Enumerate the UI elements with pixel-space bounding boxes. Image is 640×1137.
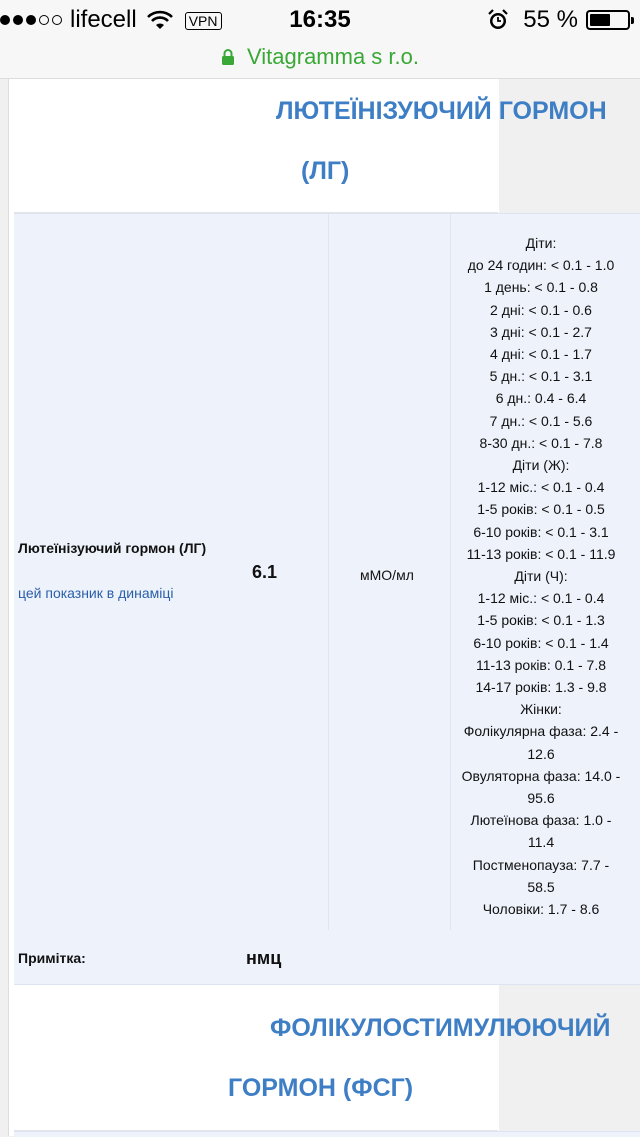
reference-ranges — [456, 232, 626, 920]
reference-line: 14-17 років: 1.3 - 9.8 — [475, 679, 607, 696]
reference-line: 4 дні: < 0.1 - 1.7 — [490, 346, 592, 363]
result-unit: мМО/мл — [360, 567, 414, 583]
reference-line: 2 дні: < 0.1 - 0.6 — [490, 301, 592, 318]
clock: 16:35 — [289, 6, 351, 33]
section-title-line2: ГОРМОН (ФСГ) — [228, 1074, 414, 1102]
reference-line: 7 дн.: < 0.1 - 5.6 — [489, 412, 593, 429]
status-bar — [0, 0, 640, 40]
reference-line: 6-10 років: < 0.1 - 1.4 — [473, 634, 609, 651]
section-title-line1: ФОЛІКУЛОСТИМУЛЮЮЧИЙ — [270, 1014, 611, 1042]
parameter-name: Лютеїнізуючий гормон (ЛГ) — [18, 540, 207, 556]
status-right — [487, 6, 630, 34]
reference-line: 8-30 дн.: < 0.1 - 7.8 — [479, 434, 603, 451]
lock-icon — [221, 48, 235, 66]
reference-line: 11-13 років: 0.1 - 7.8 — [475, 656, 607, 673]
reference-line: Фолікулярна фаза: 2.4 - 12.6 — [463, 723, 619, 762]
reference-line: 6-10 років: < 0.1 - 3.1 — [473, 523, 609, 540]
reference-line: Діти: — [525, 235, 557, 251]
battery-icon — [586, 10, 630, 30]
site-name: Vitagramma s r.o. — [247, 44, 419, 69]
dynamics-link[interactable]: цей показник в динаміці — [18, 585, 174, 601]
note-value: нмц — [246, 948, 282, 968]
alarm-clock-icon — [487, 9, 509, 31]
reference-line: 11-13 років: < 0.1 - 11.9 — [466, 545, 616, 562]
reference-line: до 24 годин: < 0.1 - 1.0 — [467, 257, 615, 274]
reference-line: Чоловіки: 1.7 - 8.6 — [482, 901, 600, 918]
note-label: Примітка: — [18, 950, 86, 966]
next-row-edge — [14, 1131, 640, 1137]
address-bar[interactable] — [0, 40, 640, 79]
section-header-fsh — [14, 986, 611, 1131]
reference-line: 6 дн.: 0.4 - 6.4 — [495, 390, 587, 407]
result-value: 6.1 — [252, 562, 278, 582]
reference-line: Діти (Ж): — [512, 457, 570, 474]
battery-level — [590, 14, 610, 26]
reference-line: 1-12 міс.: < 0.1 - 0.4 — [477, 590, 605, 607]
page-content[interactable] — [0, 79, 640, 1136]
reference-line: 1-5 років: < 0.1 - 1.3 — [477, 612, 605, 629]
battery-percent: 55 % — [523, 6, 578, 33]
site-identity[interactable] — [221, 44, 419, 70]
section-title-line1: ЛЮТЕЇНІЗУЮЧИЙ ГОРМОН — [276, 97, 607, 125]
note-row — [14, 930, 640, 985]
reference-line: 3 дні: < 0.1 - 2.7 — [490, 323, 592, 340]
reference-line: Постменопауза: 7.7 - 58.5 — [472, 856, 610, 895]
carrier-name: lifecell — [70, 6, 137, 33]
reference-line: Овуляторна фаза: 14.0 - 95.6 — [461, 767, 621, 807]
reference-line: 1 день: < 0.1 - 0.8 — [484, 279, 598, 296]
reference-line: 1-12 міс.: < 0.1 - 0.4 — [477, 479, 605, 496]
reference-line: 5 дн.: < 0.1 - 3.1 — [489, 368, 593, 385]
reference-line: Діти (Ч): — [514, 568, 568, 585]
reference-line: 1-5 років: < 0.1 - 0.5 — [477, 501, 605, 518]
section-header-lh — [14, 79, 607, 213]
section-title-line2: (ЛГ) — [301, 157, 350, 185]
table-row — [14, 213, 640, 931]
reference-line: Жінки: — [520, 701, 562, 718]
reference-line: Лютеїнова фаза: 1.0 - 11.4 — [470, 812, 612, 851]
vpn-badge: VPN — [185, 12, 222, 30]
